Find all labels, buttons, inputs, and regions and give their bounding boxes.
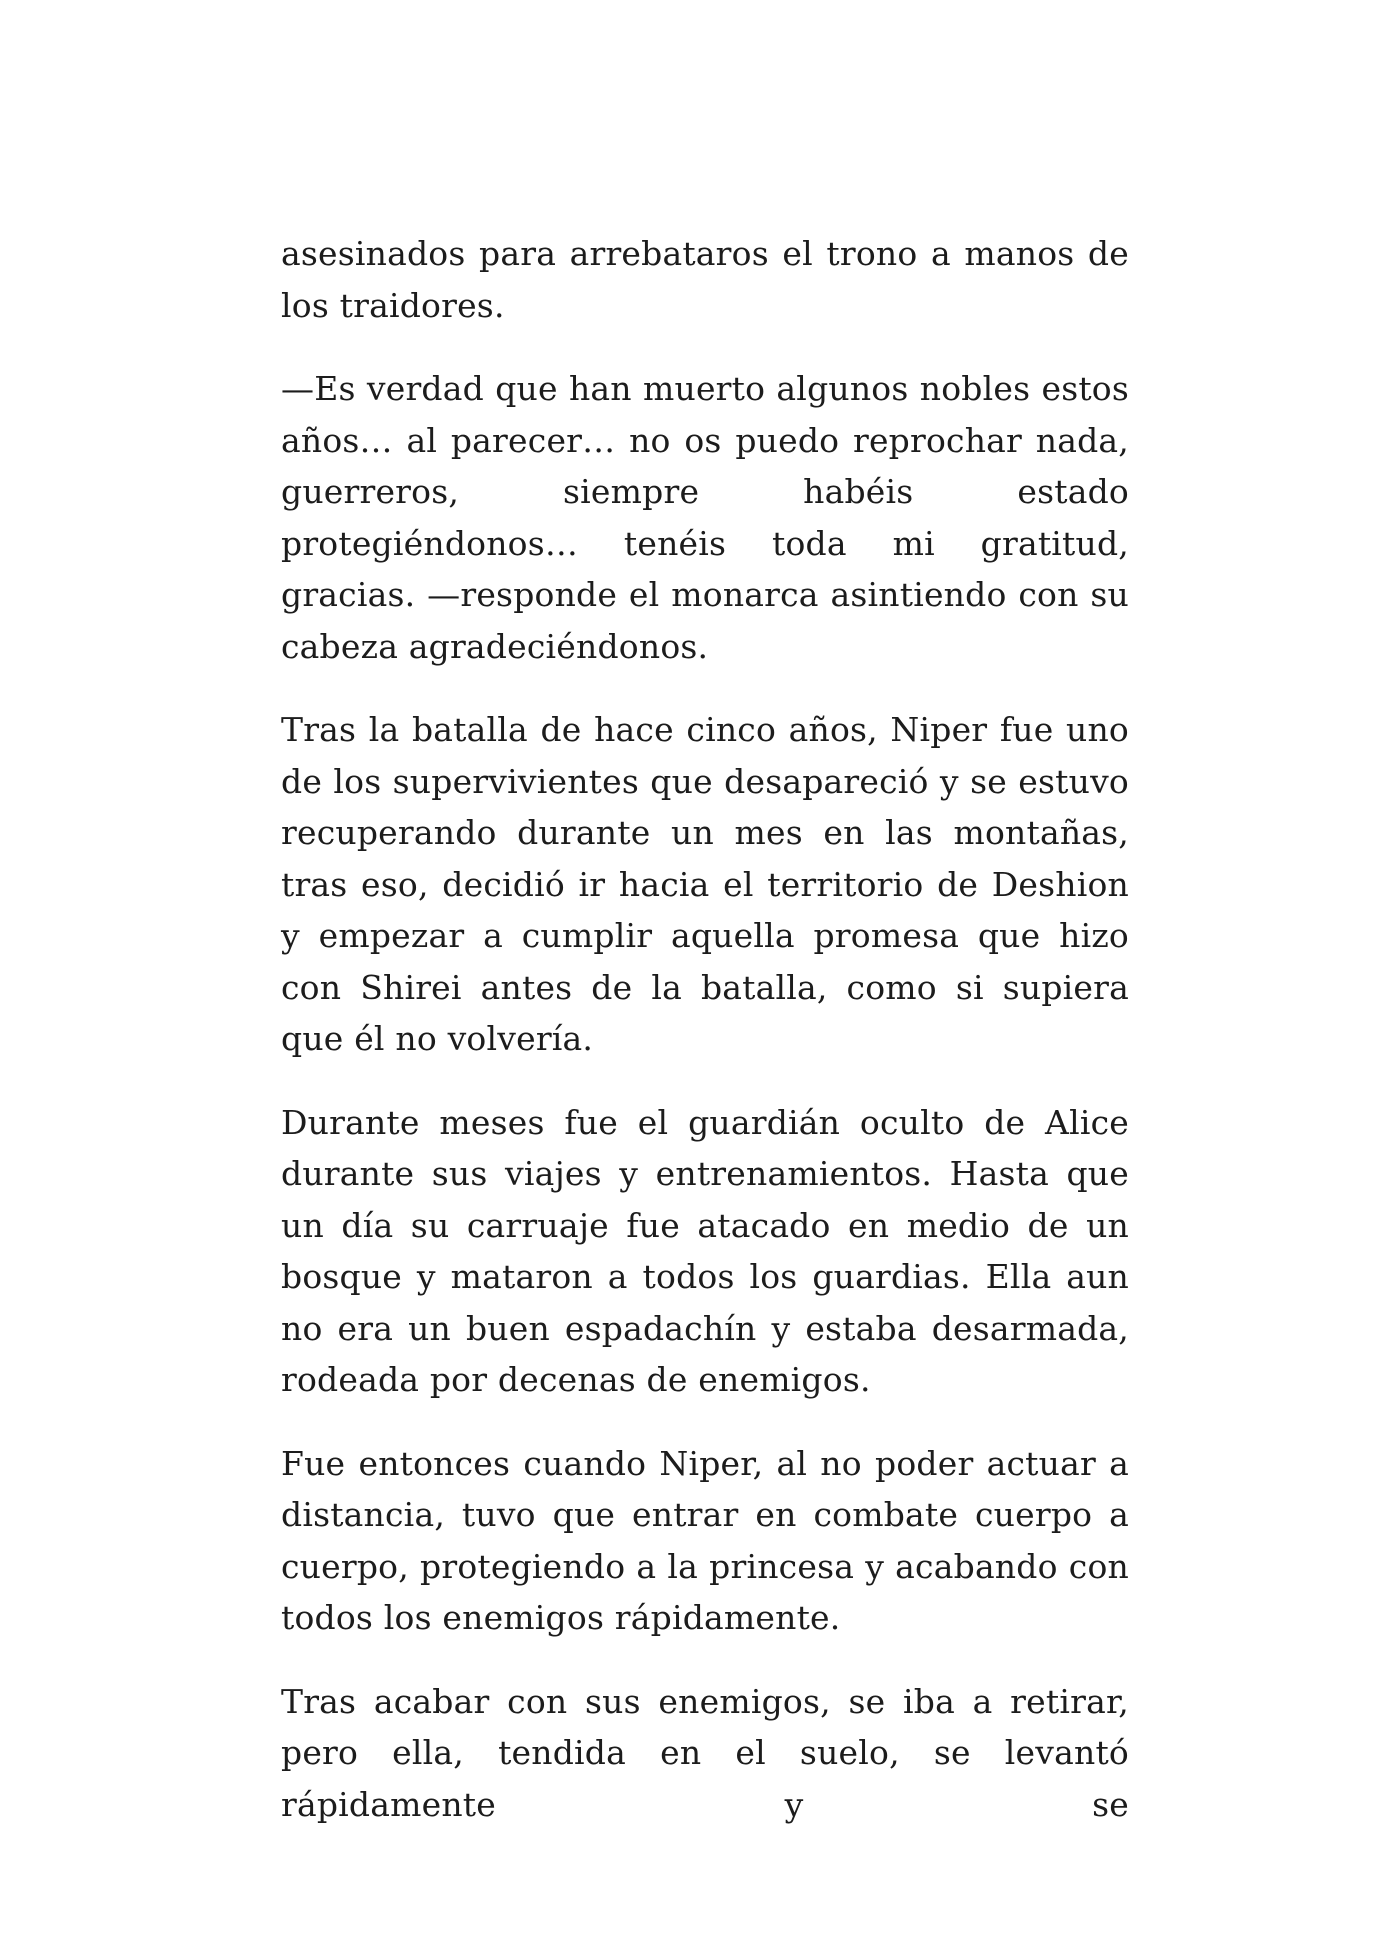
paragraph-1: asesinados para arrebataros el trono a manos de los traidores. bbox=[281, 234, 1129, 325]
paragraph-5: Fue entonces cuando Niper, al no poder actuar a distancia, tuvo que entrar en combate cuerpo a cuerpo, protegiendo a la princesa y acabando con todos los enemigos rápidamente. bbox=[281, 1443, 1129, 1637]
paragraph-6: Tras acabar con sus enemigos, se iba a retirar, pero ella, tendida en el suelo, se levantó rápidamente y se bbox=[281, 1681, 1129, 1824]
paragraph-4: Durante meses fue el guardián oculto de Alice durante sus viajes y entrenamientos. Hasta que un día su carruaje fue atacado en medio de un bosque y mataron a todos los guardias. Ella aun no era un buen espadachín y estaba desarmada, rodeada por decenas de enemigos. bbox=[281, 1102, 1129, 1399]
paragraph-3: Tras la batalla de hace cinco años, Niper fue uno de los supervivientes que desapareció y se estuvo recuperando durante un mes en las montañas, tras eso, decidió ir hacia el territorio de Deshion y empezar a cumplir aquella promesa que hizo con Shirei antes de la batalla, como si supiera que él no volvería. bbox=[281, 710, 1129, 1058]
page-text-body bbox=[281, 228, 1129, 1830]
paragraph-2-dialogue: —Es verdad que han muerto algunos nobles estos años… al parecer… no os puedo reprochar nada, guerreros, siempre habéis estado protegiéndonos… tenéis toda mi gratitud, gracias. —responde el monarca asintiendo con su cabeza agradeciéndonos. bbox=[281, 369, 1129, 666]
